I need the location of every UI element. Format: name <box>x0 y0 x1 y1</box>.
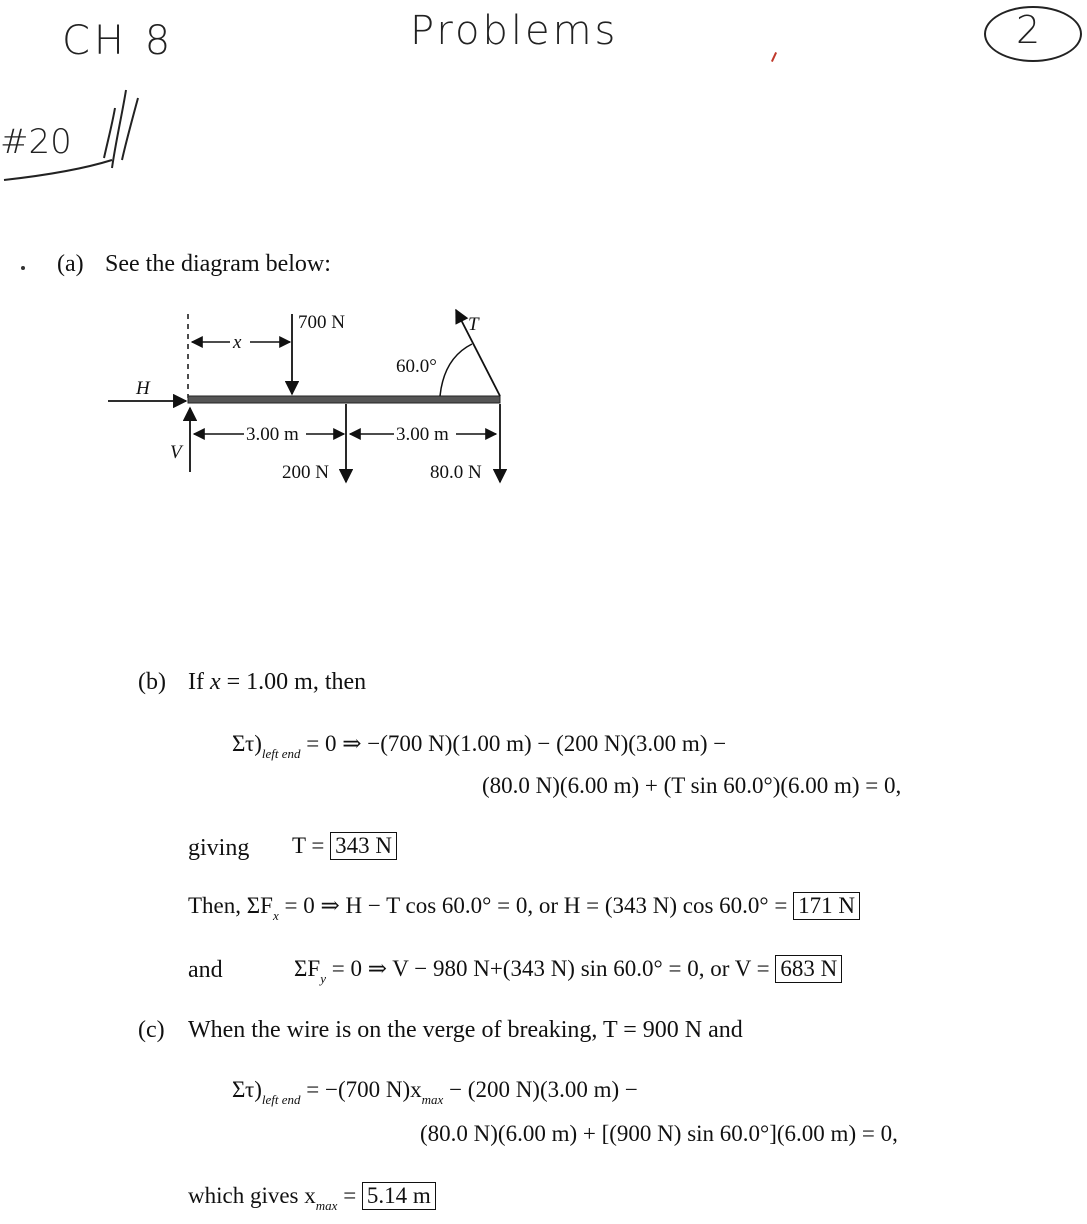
label-dist1: 3.00 m <box>246 424 299 445</box>
label-80: 80.0 N <box>430 462 482 483</box>
page-number: 2 <box>1016 8 1041 52</box>
part-b-torque-line2: (80.0 N)(6.00 m) + (T sin 60.0°)(6.00 m) = 0, <box>482 773 902 798</box>
part-b-vertical-sum: $\Sigma F_y = 0$ ⇒ V − 980 N+(343 N) sin 60.0° = 0, or V = 683 N <box>294 955 842 993</box>
label-angle: 60.0° <box>396 356 437 377</box>
label-dist2: 3.00 m <box>396 424 449 445</box>
label-t: T <box>468 314 479 335</box>
problem-number: #20 <box>0 122 72 162</box>
giving-equation: T = 343 N <box>292 832 397 860</box>
part-a-text: See the diagram below: <box>105 251 331 277</box>
stray-dot <box>21 266 25 270</box>
answer-t: 343 N <box>330 832 397 860</box>
part-c-torque-line1: $\Sigma\tau)_{left end} = -(700$ $N)x_{max} - (200$ N)(3.00 m) − <box>232 1077 638 1107</box>
label-v: V <box>170 442 182 463</box>
label-x: x <box>233 332 242 353</box>
label-h: H <box>136 378 150 399</box>
part-b-torque-line1: $\Sigma\tau)_{left end} = 0$ ⇒ −(700 N)(1.00 m) − (200 N)(3.00 m) − <box>232 731 727 761</box>
part-b-label: (b) <box>138 669 166 695</box>
part-b-intro: If x = 1.00 m, then <box>188 669 367 695</box>
label-200: 200 N <box>282 462 329 483</box>
angle-arc <box>440 344 472 396</box>
beam <box>188 396 500 403</box>
part-b-horizontal-sum: Then, $\Sigma F_x = 0$ ⇒ H − T cos 60.0° = 0, or H = (343 N) cos 60.0° = 171 N <box>188 892 860 930</box>
part-a-label: (a) <box>57 251 84 277</box>
giving-label: giving <box>188 835 250 861</box>
part-c-torque-line2: (80.0 N)(6.00 m) + [(900 N) sin 60.0°](6.00 m) = 0, <box>420 1121 898 1146</box>
problem-number-strokes <box>0 80 170 190</box>
chapter-label: CH 8 <box>62 18 175 64</box>
red-mark <box>771 52 777 62</box>
answer-h: 171 N <box>793 892 860 920</box>
part-c-result: which gives $x_{max} = 5.14$ m <box>188 1182 436 1220</box>
answer-v: 683 N <box>775 955 842 983</box>
answer-xmax: 5.14 m <box>362 1182 436 1210</box>
label-700: 700 N <box>298 312 345 333</box>
part-c-label: (c) <box>138 1017 165 1043</box>
header-title: Problems <box>410 8 619 54</box>
and-label: and <box>188 957 223 983</box>
free-body-diagram <box>100 300 520 490</box>
part-c-intro: When the wire is on the verge of breaking, T = 900 N and <box>188 1017 743 1043</box>
